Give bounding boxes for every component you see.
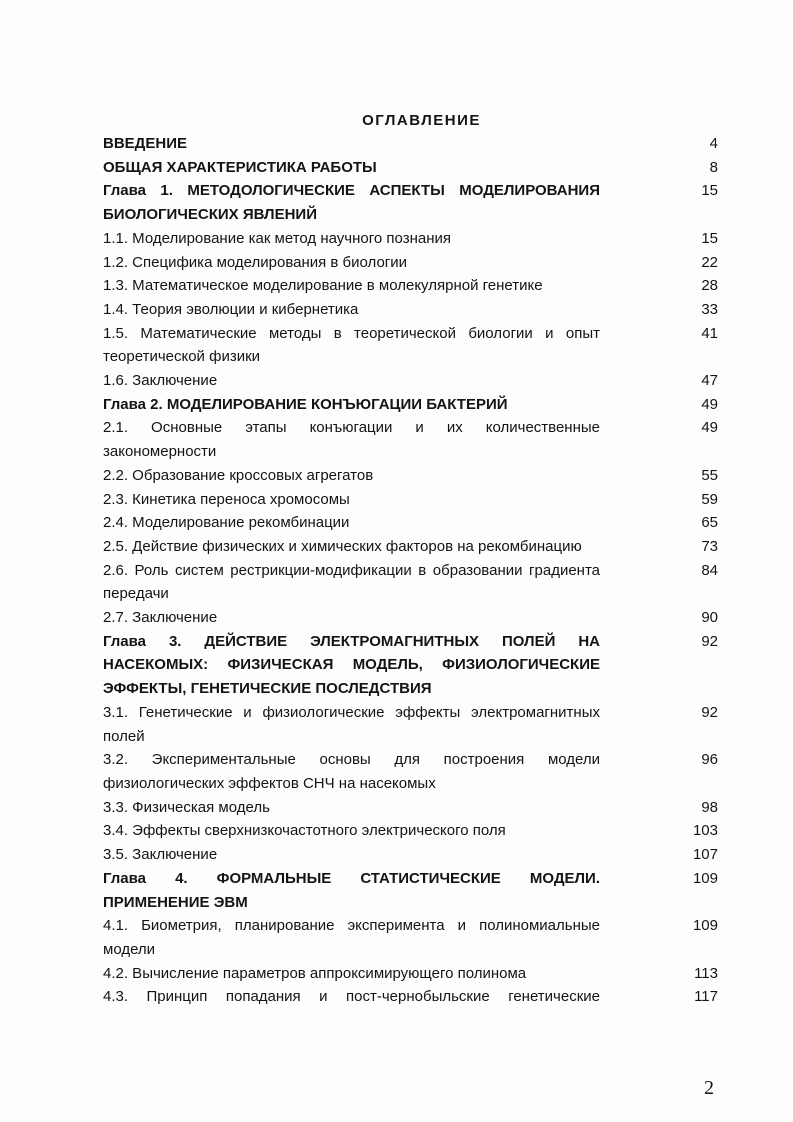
toc-entry-page: 15 [701, 182, 718, 200]
toc-entry [103, 867, 718, 914]
toc-entry-text: Глава 3. ДЕЙСТВИЕ ЭЛЕКТРОМАГНИТНЫХ ПОЛЕЙ НА НАСЕКОМЫХ: ФИЗИЧЕСКАЯ МОДЕЛЬ, ФИЗИОЛОГИЧЕСКИЕ ЭФФЕКТЫ, ГЕНЕТИЧЕСКИЕ ПОСЛЕДСТВИЯ [103, 632, 600, 698]
toc-entry-text: 1.2. Специфика моделирования в биологии [103, 253, 408, 271]
toc-entry-text: 4.3. Принцип попадания и пост-чернобыльские генетические [103, 988, 600, 1006]
toc-entry-page: 49 [701, 395, 718, 413]
toc-entry [103, 819, 718, 843]
toc-entry [103, 914, 718, 961]
toc-entry-page: 49 [701, 419, 718, 437]
toc-entry-page: 98 [701, 798, 718, 816]
toc-entry-page: 8 [709, 158, 718, 176]
toc-entry [103, 748, 718, 795]
toc-entry-page: 84 [701, 561, 718, 579]
toc-entry [103, 796, 718, 820]
toc-entry [103, 156, 718, 180]
toc-entry [103, 535, 718, 559]
toc-entry-text: 1.1. Моделирование как метод научного познания [103, 229, 451, 247]
toc-entry [103, 369, 718, 393]
toc-entry-page: 4 [709, 135, 718, 152]
toc-entry-text: Глава 2. МОДЕЛИРОВАНИЕ КОНЪЮГАЦИИ БАКТЕРИЙ [103, 395, 508, 413]
toc-entry [103, 701, 718, 748]
toc-entry-text: 3.3. Физическая модель [103, 798, 270, 816]
toc-entry-text: 3.2. Экспериментальные основы для построения модели физиологических эффектов СНЧ на насекомых [103, 751, 600, 792]
toc-entry [103, 322, 718, 369]
toc-entry-text: 4.2. Вычисление параметров аппроксимирующего полинома [103, 964, 527, 982]
toc-entry-text: 1.3. Математическое моделирование в молекулярной генетике [103, 277, 543, 295]
toc-entry-text: 2.7. Заключение [103, 609, 218, 627]
toc-entry-page: 103 [692, 822, 718, 840]
toc-entry [103, 179, 718, 226]
toc-list [103, 132, 718, 1009]
toc-entry [103, 630, 718, 701]
toc-entry-text: 2.3. Кинетика переноса хромосомы [103, 490, 350, 508]
toc-entry-page: 107 [692, 846, 718, 864]
toc-entry-text: 2.2. Образование кроссовых агрегатов [103, 466, 374, 484]
toc-entry-text: ВВЕДЕНИЕ [103, 135, 187, 152]
toc-entry-text: 2.6. Роль систем рестрикции-модификации в образовании градиента передачи [103, 561, 600, 603]
toc-entry [103, 843, 718, 867]
toc-entry [103, 251, 718, 275]
toc-entry-text: 3.4. Эффекты сверхнизкочастотного электрического поля [103, 822, 506, 840]
toc-entry-text: 2.5. Действие физических и химических факторов на рекомбинацию [103, 537, 582, 555]
toc-entry-page: 109 [692, 917, 718, 935]
toc-entry-text: 2.4. Моделирование рекомбинации [103, 514, 350, 532]
toc-entry-text: 4.1. Биометрия, планирование эксперимента и полиномиальные модели [103, 917, 600, 958]
toc-entry-text: ОБЩАЯ ХАРАКТЕРИСТИКА РАБОТЫ [103, 158, 377, 176]
toc-entry-page: 22 [701, 253, 718, 271]
toc-entry-page: 109 [692, 869, 718, 887]
toc-entry-text: 3.5. Заключение [103, 846, 218, 864]
toc-entry [103, 274, 718, 298]
toc-heading: ОГЛАВЛЕНИЕ [362, 112, 481, 129]
toc-entry [103, 606, 718, 630]
page-number: 2 [704, 1077, 714, 1099]
toc-entry-page: 41 [701, 324, 718, 342]
toc-entry [103, 511, 718, 535]
toc-entry [103, 464, 718, 488]
toc-entry-page: 15 [701, 229, 718, 247]
toc-entry-page: 90 [701, 609, 718, 627]
toc-entry [103, 132, 718, 156]
toc-entry-text: Глава 1. МЕТОДОЛОГИЧЕСКИЕ АСПЕКТЫ МОДЕЛИРОВАНИЯ БИОЛОГИЧЕСКИХ ЯВЛЕНИЙ [103, 182, 600, 224]
toc-entry [103, 985, 718, 1009]
toc-entry [103, 488, 718, 512]
toc-entry-text: 3.1. Генетические и физиологические эффекты электромагнитных полей [103, 703, 600, 745]
toc-entry-page: 73 [701, 537, 718, 555]
toc-entry [103, 227, 718, 251]
toc-entry-page: 92 [701, 632, 718, 650]
toc-entry-page: 65 [701, 514, 718, 532]
toc-entry-page: 59 [701, 490, 718, 508]
toc-entry-text: 1.4. Теория эволюции и кибернетика [103, 300, 359, 318]
toc-entry-page: 117 [694, 988, 718, 1006]
toc-entry-page: 28 [701, 277, 718, 295]
toc-entry-page: 113 [694, 964, 718, 982]
toc-entry-text: 1.6. Заключение [103, 372, 218, 390]
toc-entry-page: 47 [701, 372, 718, 390]
toc-entry-text: 1.5. Математические методы в теоретической биологии и опыт теоретической физики [103, 324, 600, 366]
toc-entry [103, 393, 718, 417]
toc-entry [103, 962, 718, 986]
toc-entry-page: 55 [701, 466, 718, 484]
toc-entry-page: 96 [701, 751, 718, 769]
toc-entry-page: 92 [701, 703, 718, 721]
toc-entry [103, 298, 718, 322]
toc-entry-text: Глава 4. ФОРМАЛЬНЫЕ СТАТИСТИЧЕСКИЕ МОДЕЛИ. ПРИМЕНЕНИЕ ЭВМ [103, 869, 600, 911]
toc-entry-page: 33 [701, 300, 718, 318]
toc-entry-text: 2.1. Основные этапы конъюгации и их количественные закономерности [103, 419, 600, 461]
toc-entry [103, 416, 718, 463]
toc-entry [103, 559, 718, 606]
